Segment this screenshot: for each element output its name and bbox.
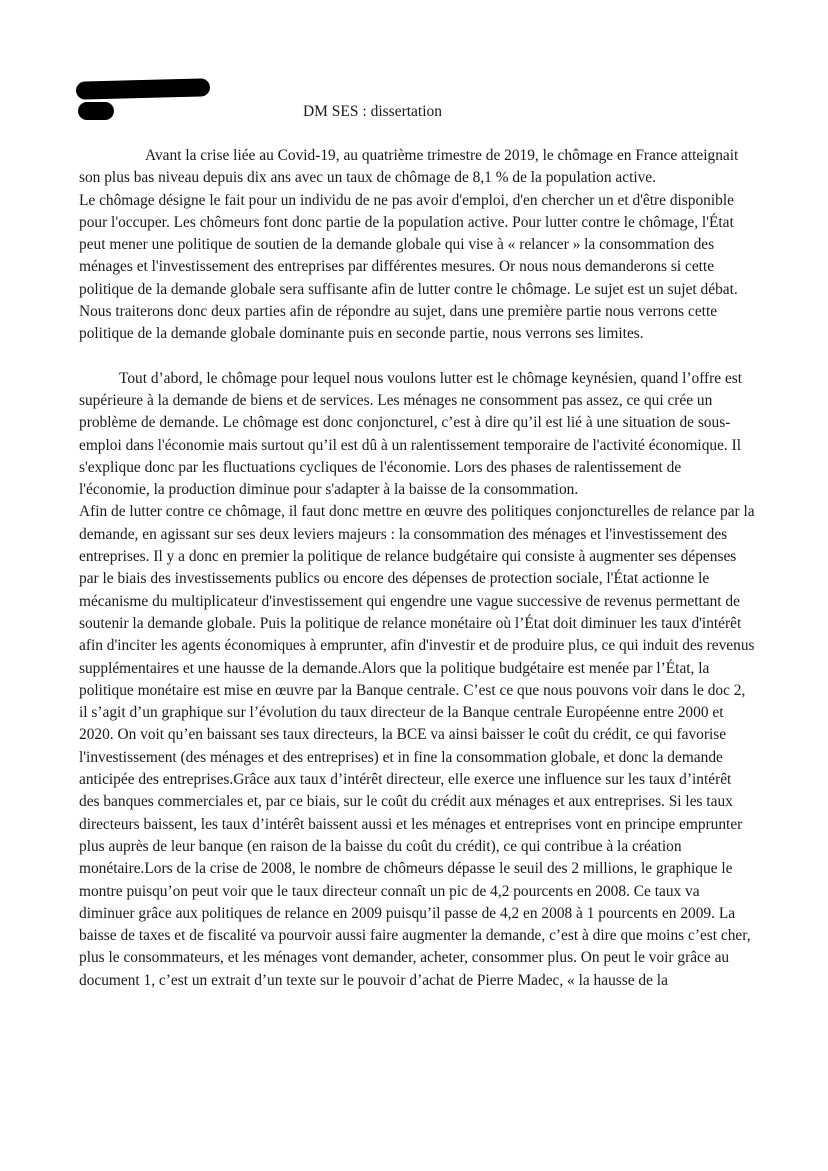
document-title: DM SES : dissertation [302,103,443,120]
document-body [79,145,755,992]
part1-paragraph: Tout d’abord, le chômage pour lequel nous voulons lutter est le chômage keynésien, quand l’offre est supérieure à la demande de biens et de services. Les ménages ne consomment pas assez, ce qui crée un problème de demande. Le chômage est donc conjoncturel, c’est à dire qu’il est lié à une situation de sous-emploi dans l'économie mais surtout qu’il est dû à un ralentissement temporaire de l'activité économique. Il s'explique donc par les fluctuations cycliques de l'économie. Lors des phases de ralentissement de l'économie, la production diminue pour s'adapter à la baisse de la consommation. [79,369,743,499]
plan-paragraph: Nous traiterons donc deux parties afin de répondre au sujet, dans une première partie nous verrons cette politique de la demande globale dominante puis en seconde partie, nous verrons ses limites. [79,303,718,343]
definition-paragraph: Le chômage désigne le fait pour un individu de ne pas avoir d'emploi, d'en chercher un et d'être disponible pour l'occuper. Les chômeurs font donc partie de la population active. Pour lutter contre le chômage, l'État peut mener une politique de soutien de la demande globale qui vise à « relancer » la consommation des ménages et l'investissement des entreprises par différentes mesures. Or nous nous demanderons si cette politique de la demande globale sera suffisante afin de lutter contre le chômage. Le sujet est un sujet débat. [79,191,738,298]
redacted-name-mark [76,78,210,100]
policy-paragraph: Afin de lutter contre ce chômage, il faut donc mettre en œuvre des politiques conjoncturelles de relance par la demande, en agissant sur ses deux leviers majeurs : la consommation des ménages et l'investissement des entreprises. Il y a donc en premier la politique de relance budgétaire qui consiste à augmenter ses dépenses par le biais des investissements publics ou encore des dépenses de protection sociale, l'État actionne le mécanisme du multiplicateur d'investissement qui engendre une vague successive de revenus permettant de soutenir la demande globale. Puis la politique de relance monétaire où l’État doit diminuer les taux d'intérêt afin d'inciter les agents économiques à emprunter, afin d'investir et de produire plus, ce qui induit des revenus supplémentaires et une hausse de la demande.Alors que la politique budgétaire est menée par l’État, la politique monétaire est mise en œuvre par la Banque centrale. C’est ce que nous pouvons voir dans le doc 2, il s’agit d’un graphique sur l’évolution du taux directeur de la Banque centrale Européenne entre 2000 et 2020. On voit qu’en baissant ses taux directeurs, la BCE va ainsi baisser le coût du crédit, ce qui favorise l'investissement (des ménages et des entreprises) et in fine la consommation globale, et donc la demande anticipée des entreprises.Grâce aux taux d’intérêt directeur, elle exerce une influence sur les taux d’intérêt des banques commerciales et, par ce biais, sur le coût du crédit aux ménages et aux entreprises. Si les taux directeurs baissent, les taux d’intérêt baissent aussi et les ménages et entreprises vont en principe emprunter plus auprès de leur banque (en raison de la baisse du coût du crédit), ce qui contribue à la création monétaire.Lors de la crise de 2008, le nombre de chômeurs dépasse le seuil des 2 millions, le graphique le montre puisqu’on peut voir que le taux directeur connaît un pic de 4,2 pourcents en 2008. Ce taux va diminuer grâce aux politiques de relance en 2009 puisqu’il passe de 4,2 en 2008 à 1 pourcents en 2009. La baisse de taxes et de fiscalité va pourvoir aussi faire augmenter la demande, c’est à dire que moins c’est cher, plus le consommateurs, et les ménages vont demander, acheter, consommer plus. On peut le voir grâce au document 1, c’est un extrait d’un texte sur le pouvoir d’achat de Pierre Madec, « la hausse de la [79,503,755,989]
intro-paragraph: Avant la crise liée au Covid-19, au quatrième trimestre de 2019, le chômage en France atteignait son plus bas niveau depuis dix ans avec un taux de chômage de 8,1 % de la population active. [79,147,739,187]
paragraph-spacer [79,346,755,368]
